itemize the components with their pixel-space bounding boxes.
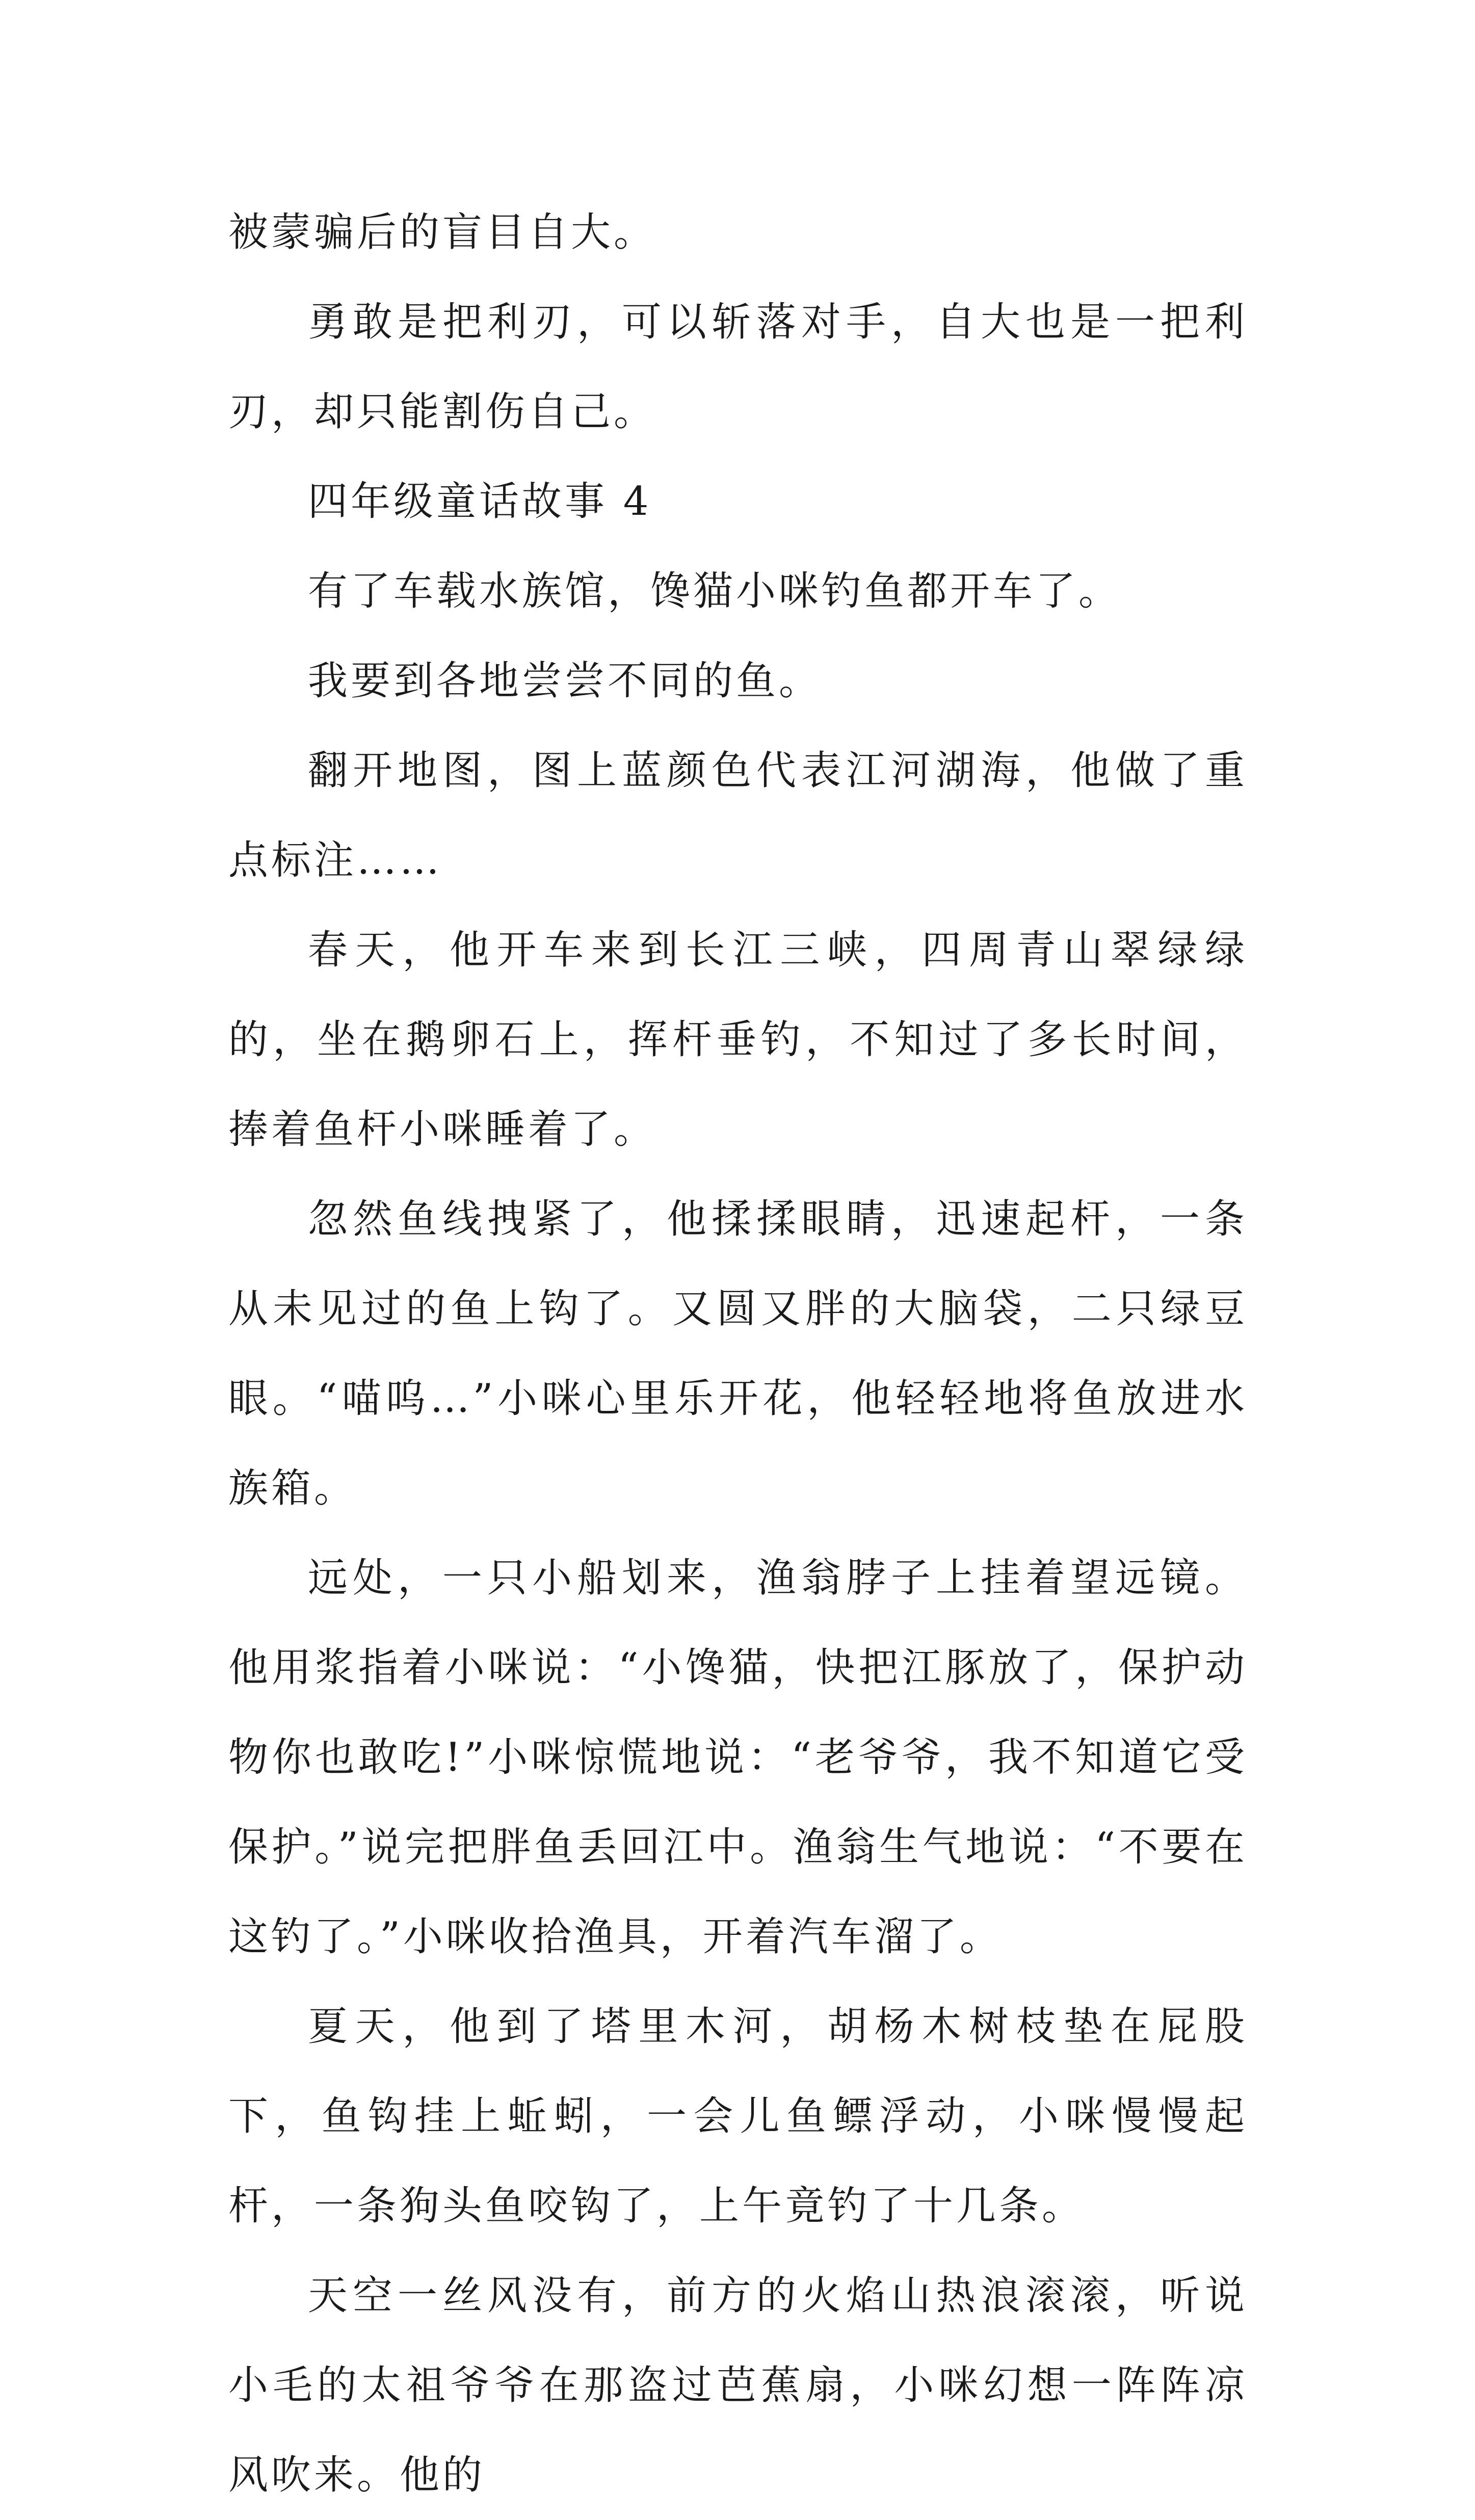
paragraph: 天空一丝风没有，前方的火焰山热浪滚滚，听说小毛的太祖爷爷在那盗过芭蕉扇，小咪幻想一阵阵凉风吹来。他的 xyxy=(228,2273,1248,2498)
section-heading: 四年级童话故事 4 xyxy=(308,479,652,524)
paragraph: 我要到各地尝尝不同的鱼。 xyxy=(308,658,822,704)
paragraph: 翻开地图，图上蓝颜色代表江河湖海，他做了重点标注…… xyxy=(228,748,1248,883)
paragraph: 夏天，他到了塔里木河，胡杨木树枝垫在屁股下，鱼钩挂上蚯蚓，一会儿鱼鳔浮动，小咪慢慢起杆，一条狗头鱼咬钩了，上午竟钓了十几条。 xyxy=(228,2004,1248,2229)
paragraph: 有了车载水族馆，馋猫小咪钓鱼都开车了。 xyxy=(308,568,1122,614)
paragraph: 忽然鱼线拽紧了，他揉揉眼睛，迅速起杆，一条从未见过的鱼上钩了。又圆又胖的大脑袋，二只绿豆眼。“喵呜…”小咪心里乐开花，他轻轻地将鱼放进水族箱。 xyxy=(228,1196,1248,1511)
paragraph: 被蒙骗后的盲目自大。 xyxy=(228,209,657,255)
paragraph: 勇敢是把利刃，可以斩落对手，自大也是一把利刃，却只能割伤自己。 xyxy=(228,299,1248,435)
paragraph: 春天，他开车来到长江三峡，四周青山翠绿绿的，坐在鹅卵石上，挥杆垂钓，不知过了多长时间，捧着鱼杆小咪睡着了。 xyxy=(228,927,1248,1152)
body-text xyxy=(228,188,1248,2520)
paragraph: 远处，一只小船划来，渔翁脖子上挂着望远镜。他用浆指着小咪说：“小馋猫，快把江豚放了，保护动物你也敢吃!”小咪惊慌地说：“老爷爷，我不知道它受保护。”说完把胖鱼丢回江中。渔翁生气地说：“不要在这钓了。”小咪收拾渔具，开着汽车溜了。 xyxy=(228,1555,1248,1960)
